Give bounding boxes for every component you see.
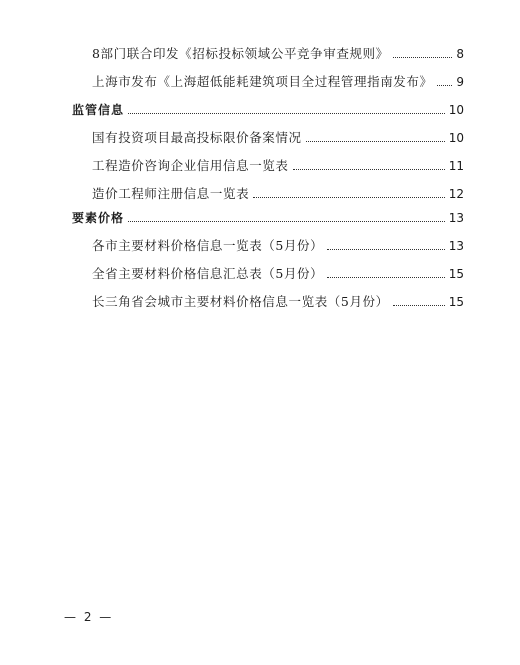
toc-entry-label: 上海市发布《上海超低能耗建筑项目全过程管理指南发布》	[92, 74, 433, 89]
dot-leader	[327, 276, 444, 278]
page-number: — 2 —	[64, 610, 114, 624]
dot-leader	[393, 304, 445, 306]
toc-entry-page: 13	[448, 239, 464, 253]
dot-leader	[293, 168, 445, 170]
dot-leader	[306, 140, 445, 142]
toc-entry[interactable]	[92, 234, 464, 254]
toc-entry-label: 工程造价咨询企业信用信息一览表	[92, 158, 289, 173]
dot-leader	[393, 56, 453, 58]
toc-entry-label: 国有投资项目最高投标限价备案情况	[92, 130, 302, 145]
toc-entry-page: 11	[448, 159, 464, 173]
toc-entry-label: 造价工程师注册信息一览表	[92, 186, 250, 201]
dot-leader	[253, 196, 445, 198]
toc-entry-label: 各市主要材料价格信息一览表（5月份）	[92, 238, 324, 253]
toc-entry-page: 10	[448, 131, 464, 145]
dot-leader	[327, 248, 444, 250]
toc-entry-page: 15	[448, 267, 464, 281]
toc-entry[interactable]	[92, 70, 464, 90]
toc-entry-page: 15	[448, 295, 464, 309]
toc-entry-page: 12	[448, 187, 464, 201]
dot-leader	[128, 220, 445, 222]
toc-entry-page: 8	[456, 47, 464, 61]
toc-entry[interactable]	[92, 290, 464, 310]
toc-section-page: 13	[448, 211, 464, 225]
toc-entry[interactable]	[92, 154, 464, 174]
toc-entry-label: 长三角省会城市主要材料价格信息一览表（5月份）	[92, 294, 389, 309]
toc-entry-label: 全省主要材料价格信息汇总表（5月份）	[92, 266, 324, 281]
toc-entry[interactable]	[92, 182, 464, 202]
toc-section-heading[interactable]	[72, 206, 464, 226]
toc-section-label: 要素价格	[72, 211, 125, 225]
toc-entry[interactable]	[92, 42, 464, 62]
toc-section-label: 监管信息	[72, 103, 125, 117]
toc-section-page: 10	[448, 103, 464, 117]
dot-leader	[128, 112, 445, 114]
toc-entry-label: 8部门联合印发《招标投标领域公平竞争审查规则》	[92, 46, 389, 61]
dot-leader	[437, 84, 453, 86]
toc-entry[interactable]	[92, 126, 464, 146]
toc-entry-page: 9	[456, 75, 464, 89]
toc-entry[interactable]	[92, 262, 464, 282]
toc-section-heading[interactable]	[72, 98, 464, 118]
